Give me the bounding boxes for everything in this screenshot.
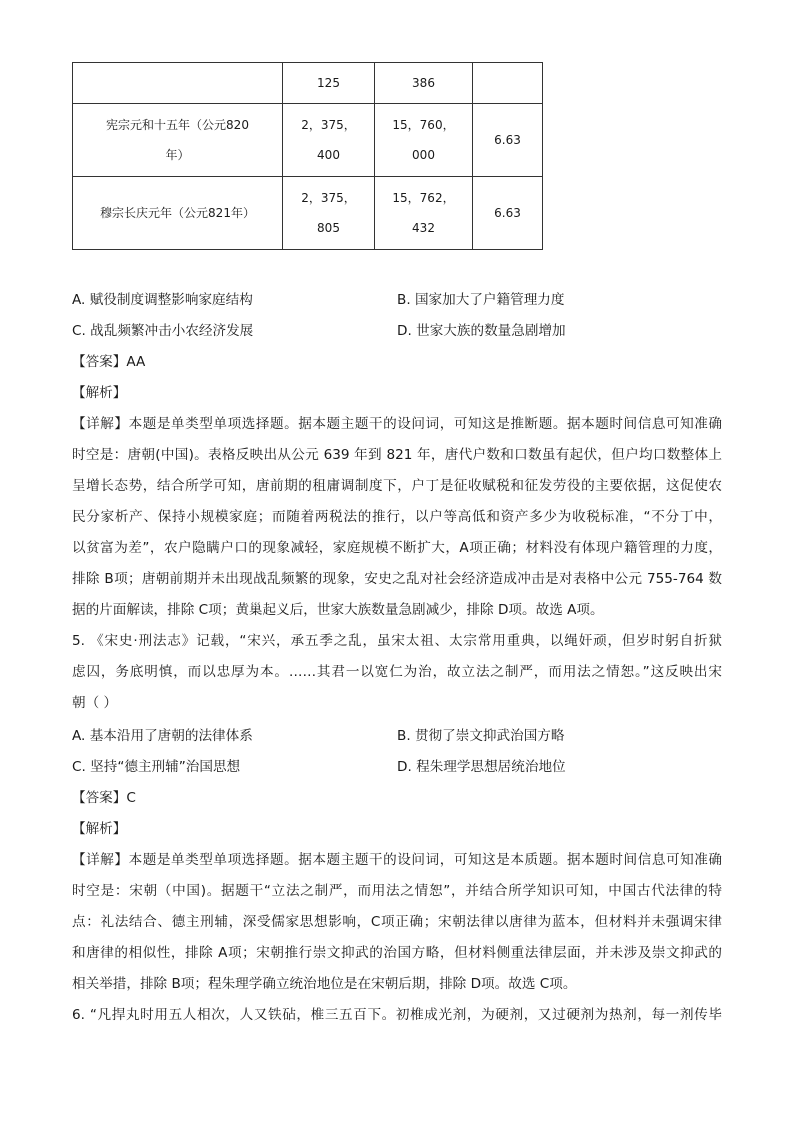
table-cell-line: 2，375， bbox=[301, 118, 356, 132]
q4-detail-line: 以贫富为差”，农户隐瞒户口的现象减轻，家庭规模不断扩大，A项正确；材料没有体现户籍管理的力度， bbox=[72, 540, 722, 556]
table-cell-average bbox=[473, 63, 543, 104]
q5-analysis-label: 【解析】 bbox=[72, 821, 127, 837]
q4-detail-line: 排除 B项；唐朝前期并未出现战乱频繁的现象，安史之乱对社会经济造成冲击是对表格中公元 755-764 数 bbox=[72, 571, 722, 587]
q5-stem-line: 朝（ ） bbox=[72, 695, 118, 711]
table-cell-population bbox=[375, 177, 473, 250]
table-cell-period bbox=[73, 63, 283, 104]
table-cell-line: 15，760， bbox=[392, 118, 455, 132]
table-cell-period bbox=[73, 104, 283, 177]
table-cell-households: 125 bbox=[283, 63, 375, 104]
table-cell-line: 宪宗元和十五年（公元820 bbox=[106, 118, 249, 132]
table-row bbox=[73, 177, 543, 250]
table-cell-average: 6.63 bbox=[473, 177, 543, 250]
table-cell-period: 穆宗长庆元年（公元821年） bbox=[73, 177, 283, 250]
table-cell-households bbox=[283, 177, 375, 250]
q5-detail-line: 【详解】本题是单类型单项选择题。据本题主题干的设问词，可知这是本质题。据本题时间信息可知准确 bbox=[72, 852, 722, 868]
q5-detail-line: 和唐律的相似性，排除 A项；宋朝推行崇文抑武的治国方略，但材料侧重法律层面，并未涉及崇文抑武的 bbox=[72, 945, 722, 961]
table-cell-average: 6.63 bbox=[473, 104, 543, 177]
q4-analysis-label: 【解析】 bbox=[72, 385, 127, 401]
q6-stem-line: 6. “凡捍丸时用五人相次，人又铁砧，椎三五百下。初椎成光剂，为硬剂，又过硬剂为热剂，每一剂传毕 bbox=[72, 1007, 722, 1023]
table-cell-line: 15，762， bbox=[392, 191, 455, 205]
table-cell-line: 2，375， bbox=[301, 191, 356, 205]
q5-stem-line: 虑囚，务底明慎，而以忠厚为本。……其君一以宽仁为治，故立法之制严，而用法之情恕。”这反映出宋 bbox=[72, 664, 722, 680]
table-row bbox=[73, 104, 543, 177]
table-cell-line: 432 bbox=[412, 221, 435, 235]
q5-detail-line: 点：礼法结合、德主刑辅，深受儒家思想影响，C项正确；宋朝法律以唐律为蓝本，但材料并未强调宋律 bbox=[72, 914, 722, 930]
table-cell-line: 年） bbox=[165, 148, 190, 162]
q5-stem-line: 5. 《宋史·刑法志》记载，“宋兴，承五季之乱，虽宋太祖、太宗常用重典，以绳奸顽，但岁时躬自折狱 bbox=[72, 633, 722, 649]
q4-detail-line: 时空是：唐朝(中国)。表格反映出从公元 639 年到 821 年，唐代户数和口数虽有起伏，但户均口数整体上 bbox=[72, 447, 722, 463]
q5-answer: 【答案】C bbox=[72, 790, 136, 806]
table-cell-population bbox=[375, 104, 473, 177]
q4-detail-line: 民分家析产、保持小规模家庭；而随着两税法的推行，以户等高低和资产多少为收税标准，“不分丁中， bbox=[72, 509, 722, 525]
q4-answer: 【答案】AA bbox=[72, 354, 146, 370]
q4-option-b: B. 国家加大了户籍管理力度 bbox=[397, 292, 565, 308]
census-table bbox=[72, 62, 543, 250]
table-cell-households bbox=[283, 104, 375, 177]
q5-option-c: C. 坚持“德主刑辅”治国思想 bbox=[72, 759, 241, 775]
q5-detail-line: 时空是：宋朝（中国)。据题干“立法之制严，而用法之情恕”，并结合所学知识可知，中国古代法律的特 bbox=[72, 883, 722, 899]
q5-option-a: A. 基本沿用了唐朝的法律体系 bbox=[72, 728, 253, 744]
table-cell-line: 000 bbox=[412, 148, 435, 162]
table-cell-line: 805 bbox=[317, 221, 340, 235]
q4-option-a: A. 赋役制度调整影响家庭结构 bbox=[72, 292, 253, 308]
q4-option-c: C. 战乱频繁冲击小农经济发展 bbox=[72, 323, 254, 339]
q4-option-d: D. 世家大族的数量急剧增加 bbox=[397, 323, 566, 339]
q4-detail-line: 据的片面解读，排除 C项；黄巢起义后，世家大族数量急剧减少，排除 D项。故选 A项。 bbox=[72, 602, 604, 618]
q5-option-d: D. 程朱理学思想居统治地位 bbox=[397, 759, 566, 775]
table-cell-population: 386 bbox=[375, 63, 473, 104]
q4-detail-line: 【详解】本题是单类型单项选择题。据本题主题干的设问词，可知这是推断题。据本题时间信息可知准确 bbox=[72, 416, 722, 432]
q5-option-b: B. 贯彻了崇文抑武治国方略 bbox=[397, 728, 565, 744]
table-cell-line: 400 bbox=[317, 148, 340, 162]
q5-detail-line: 相关举措，排除 B项；程朱理学确立统治地位是在宋朝后期，排除 D项。故选 C项。 bbox=[72, 976, 577, 992]
table-row bbox=[73, 63, 543, 104]
q4-detail-line: 呈增长态势，结合所学可知，唐前期的租庸调制度下，户丁是征收赋税和征发劳役的主要依据，这促使农 bbox=[72, 478, 722, 494]
